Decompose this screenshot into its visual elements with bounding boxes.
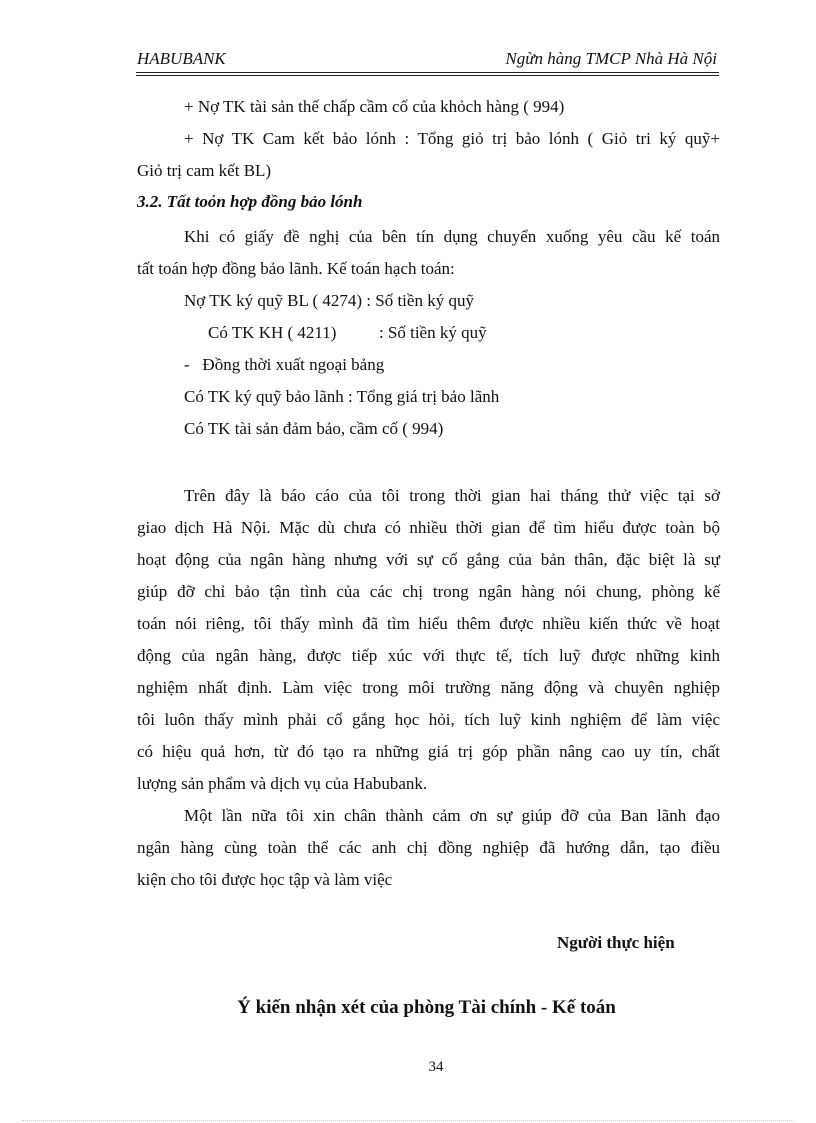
paragraph-line: nghiệm nhất định. Làm việc trong môi trường năng động và chuyên nghiệp xyxy=(137,678,720,697)
paragraph-line: giao dịch Hà Nội. Mặc dù chưa có nhiều thời gian để tìm hiểu được toàn bộ xyxy=(137,518,720,537)
header-bank-name: Ngừn hàng TMCP Nhà Hà Nội xyxy=(505,49,717,68)
signature-label: Người thực hiện xyxy=(557,933,675,952)
header-org-name: HABUBANK xyxy=(137,49,226,68)
section-heading: 3.2. Tất toỏn hợp đồng bảo lónh xyxy=(137,192,363,211)
entry-line: + Nợ TK tài sản thế chấp cầm cố của khỏch hàng ( 994) xyxy=(184,97,565,116)
section-title: Ý kiến nhận xét của phòng Tài chính - Kế toán xyxy=(237,997,616,1018)
header-rule xyxy=(136,72,719,73)
entry-line: Giỏ trị cam kết BL) xyxy=(137,161,272,180)
entry-line: Có TK tài sản đảm bảo, cầm cố ( 994) xyxy=(184,419,444,438)
paragraph-line: động của ngân hàng, được tiếp xúc với thực tế, tích luỹ được những kinh xyxy=(137,646,720,665)
paragraph-line: toán nói riêng, tôi thấy mình đã tìm hiểu thêm được nhiều kiến thức về hoạt xyxy=(137,614,720,633)
paragraph-line: ngân hàng cùng toàn thể các anh chị đồng nghiệp đã hướng dẫn, tạo điều xyxy=(137,838,720,857)
paragraph-line: Một lần nữa tôi xin chân thành cảm ơn sự giúp đỡ của Ban lãnh đạo xyxy=(184,806,720,825)
entry-line: Có TK KH ( 4211) : Số tiền ký quỹ xyxy=(208,323,487,342)
paragraph-line: có hiệu quả hơn, từ đó tạo ra những giá trị góp phần nâng cao uy tín, chất xyxy=(137,742,720,761)
paragraph-line: hoạt động của ngân hàng nhưng với sự cố gắng của bản thân, đặc biệt là sự xyxy=(137,550,720,569)
entry-line: + Nợ TK Cam kết bảo lónh : Tổng giỏ trị bảo lónh ( Giỏ tri ký quỹ+ xyxy=(184,129,720,148)
page-bottom-border xyxy=(22,1120,794,1121)
entry-line: Nợ TK ký quỹ BL ( 4274) : Số tiền ký quỹ xyxy=(184,291,474,310)
paragraph-line: Khi có giấy đề nghị của bên tín dụng chuyển xuống yêu cầu kế toán xyxy=(184,227,720,246)
header-rule-thin xyxy=(136,75,719,76)
paragraph-line: lượng sản phẩm và dịch vụ của Habubank. xyxy=(137,774,428,793)
paragraph-line: tôi luôn thấy mình phải cố gắng học hỏi, tích luỹ kinh nghiệm để làm việc xyxy=(137,710,720,729)
paragraph-line: kiện cho tôi được học tập và làm việc xyxy=(137,870,393,889)
paragraph-line: tất toán hợp đồng bảo lãnh. Kế toán hạch toán: xyxy=(137,259,455,278)
paragraph-line: Trên đây là báo cáo của tôi trong thời gian hai tháng thử việc tại sở xyxy=(184,486,720,505)
entry-line: Có TK ký quỹ bảo lãnh : Tổng giá trị bảo lãnh xyxy=(184,387,500,406)
list-item: - Đồng thời xuất ngoại bảng xyxy=(184,355,385,374)
paragraph-line: giúp đỡ chỉ bảo tận tình của các chị trong ngân hàng nói chung, phòng kế xyxy=(137,582,720,601)
page-number: 34 xyxy=(428,1059,444,1075)
